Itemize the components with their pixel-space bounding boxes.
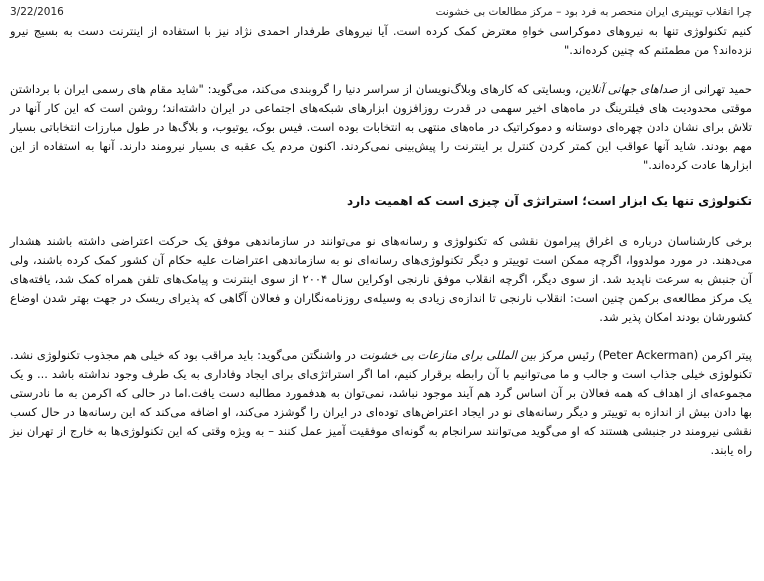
print-header bbox=[10, 6, 752, 22]
paragraph-4 bbox=[10, 346, 752, 460]
paragraph-2-rest: ، وبسایتی که کارهای وبلاگ‌نویسان از سراسر دنیا را گروبندی می‌کند، می‌گوید: "شاید مقام های رسمی ایران با برداشتن موقتی محدودیت های فیلترینگ در ماه‌های اخیر سهمی در قدرت روزافزون ابزارهای شبکه‌های اجتماعی در ایران داشته‌اند؛ روشن است که این کار آنها در تلاش برای نشان دادن چهره‌ای دوستانه و دموکراتیک در ماه‌های منتهی به انتخابات بوده است. فیس بوک، یوتیوب، و بلاگ‌ها در طول مبارزات انتخاباتی بسیار مهم بودند. شاید آنها عواقب این کمتر کردن کنترل بر اینترنت را پیش‌بینی نمی‌کردند. اکنون مردم یک عقبه ی بسیار نیرومند دارند. آنها به استفاده از این ابزارها عادت کرده‌اند." bbox=[10, 82, 752, 172]
paragraph-2 bbox=[10, 80, 752, 175]
paragraph-3: برخی کارشناسان درباره ی اغراق پیرامون نقشی که تکنولوژی و رسانه‌های نو می‌توانند در سازماندهی موفق یک حرکت اعتراضی داشته باشند هشدار می‌دهند. در مورد مولدووا، اگرچه ممکن است توییتر و دیگر تکنولوژی‌های رسانه‌ای نو به سازماندهی اعتراضات علیه حکام آن کشور کمک کرده باشند، ولی آن جنبش به سرعت ناپدید شد. از سوی دیگر، اگرچه انقلاب موفق نارنجی اوکراین سال ۲۰۰۴ از سوی اینترنت و پیامک‌های تلفن همراه کمک شد، یافته‌های یک مرکز مطالعه‌ی برکمن چنین است: انقلاب نارنجی تا اندازه‌ی زیادی به وسیله‌ی روزنامه‌نگاران و فعالان آگاهی که پذیرای ریسک در جهت بهتر شدن اوضاع کشورشان بودند امکان پذیر شد. bbox=[10, 234, 752, 324]
paragraph-4-start: پیتر اکرمن (Peter Ackerman) رئیس مرکز bbox=[536, 348, 752, 362]
print-date: 3/22/2016 bbox=[10, 6, 64, 18]
paragraph-4-rest: در واشنگتن می‌گوید: باید مراقب بود که خیلی هم مجذوب تکنولوژی نشد. تکنولوژی خیلی جذاب است و جالب و ما می‌توانیم با آن رابطه برقرار کنیم، اما اگر استراتژی‌ای برای ایجاد وفاداری به یک طرف وجود نداشته باشد ... و یک مجموعه‌ای از اهداف که همه فعالان بر آن اساس گرد هم آیند موجود نباشد، نمی‌توان به هدفمورد مطالبه دست یافت.اما در حالی که اکرمن به ما نادرستی بها دادن بیش از اندازه به توییتر و دیگر رسانه‌های نو در ایجاد اعتراض‌های توده‌ای در ایران را گوشزد می‌کند، او اضافه می‌کند که این رسانه‌ها در حال کسب نقشی نیرومند در جنبشی هستند که او می‌گوید می‌توانند سرانجام به گونه‌ای موفقیت آمیز عمل کنند – به ویژه وقتی که این تکنولوژی‌ها به خارج از تهران نیز راه یابند. bbox=[10, 348, 752, 457]
global-voices-link-text: صداهای جهانی آنلاین bbox=[578, 82, 678, 96]
print-page-title: چرا انقلاب توییتری ایران منحصر به فرد بود – مرکز مطالعات بی خشونت bbox=[435, 6, 752, 18]
icnc-link-text: بین المللی برای منازعات بی خشونت bbox=[359, 348, 537, 362]
paragraph-2-start: حمید تهرانی از bbox=[677, 82, 752, 96]
section-heading: تکنولوژی تنها یک ابزار است؛ استراتژی آن چیزی است که اهمیت دارد bbox=[347, 194, 752, 208]
paragraph-1: کنیم تکنولوژی تنها به نیروهای دموکراسی خواهِ معترض کمک کرده است. آیا نیروهای طرفدار احمدی نژاد نیز با استفاده از اینترنت دست به بسیج نیرو نزده‌اند؟ من مطمئنم که چنین کرده‌اند." bbox=[10, 24, 752, 57]
article-body bbox=[10, 22, 752, 460]
